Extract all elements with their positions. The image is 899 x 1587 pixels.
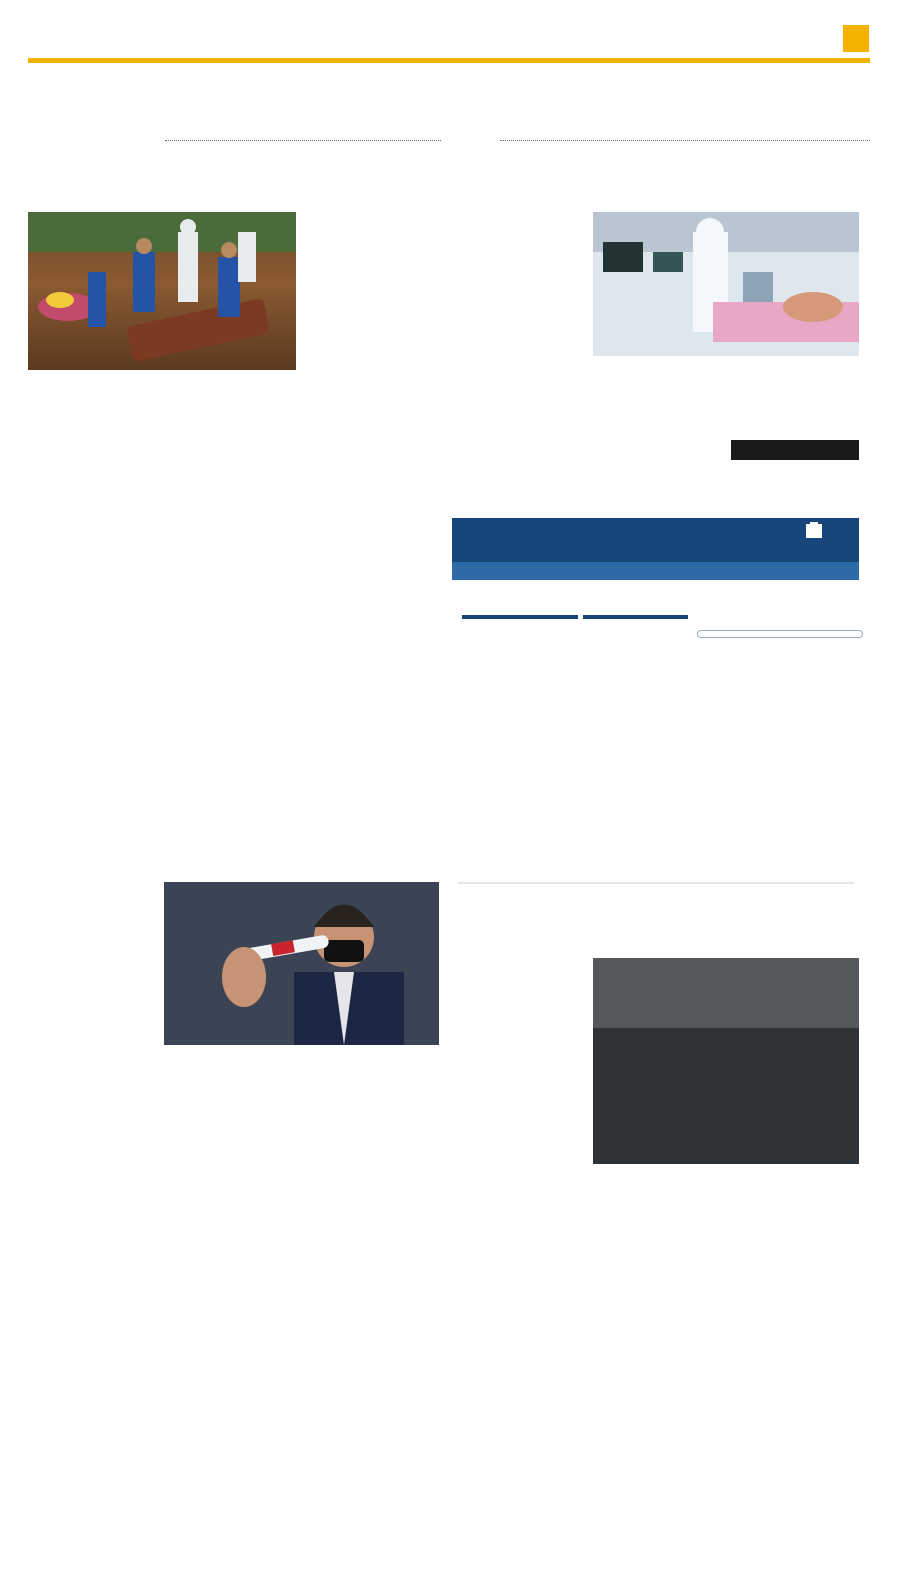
- vaccine-vials-photo: [593, 958, 859, 1164]
- cases-table: [462, 615, 578, 625]
- boletim-header: [452, 518, 859, 580]
- vaccine-vials-illustration: [593, 958, 859, 1164]
- brasil-column-1: [28, 366, 156, 822]
- page-number: [843, 25, 869, 52]
- brasil-column-3: [305, 205, 439, 805]
- brasil-source: [305, 808, 439, 828]
- covid-cases-chart: [452, 765, 859, 895]
- vacinacao-column-2: [164, 1045, 294, 1550]
- vacinacao-source: [305, 1525, 439, 1545]
- fiocruz-column-3: [731, 1164, 859, 1522]
- masthead-rule: [28, 58, 870, 63]
- section-divider: [165, 140, 441, 141]
- sp-website-badge[interactable]: [731, 440, 859, 460]
- city-seal-graphic: [784, 522, 844, 540]
- deaths-table-total: [583, 619, 688, 625]
- fiocruz-column-1: [452, 952, 587, 1550]
- vacinacao-column-3: [305, 1045, 439, 1523]
- deaths-table: [583, 615, 688, 625]
- burial-photo-illustration: [28, 212, 296, 370]
- fiocruz-source: [731, 1525, 859, 1545]
- doria-photo-illustration: [164, 882, 439, 1045]
- sp-column-1: [452, 208, 587, 460]
- comparison-table: [697, 630, 863, 638]
- section-divider: [500, 140, 870, 141]
- city-seal-icon: [784, 522, 844, 540]
- sp-column-2: [593, 356, 726, 446]
- burial-photo: [28, 212, 296, 370]
- sp-column-3: [731, 356, 859, 434]
- hospital-photo-illustration: [593, 212, 859, 356]
- fiocruz-column-2: [593, 1164, 726, 1550]
- cases-table-total: [462, 619, 578, 625]
- boletim-subbar: [452, 562, 859, 580]
- vacinacao-column-1: [28, 878, 156, 1550]
- hospital-photo: [593, 212, 859, 356]
- doria-photo: [164, 882, 439, 1045]
- brasil-column-2: [164, 366, 294, 822]
